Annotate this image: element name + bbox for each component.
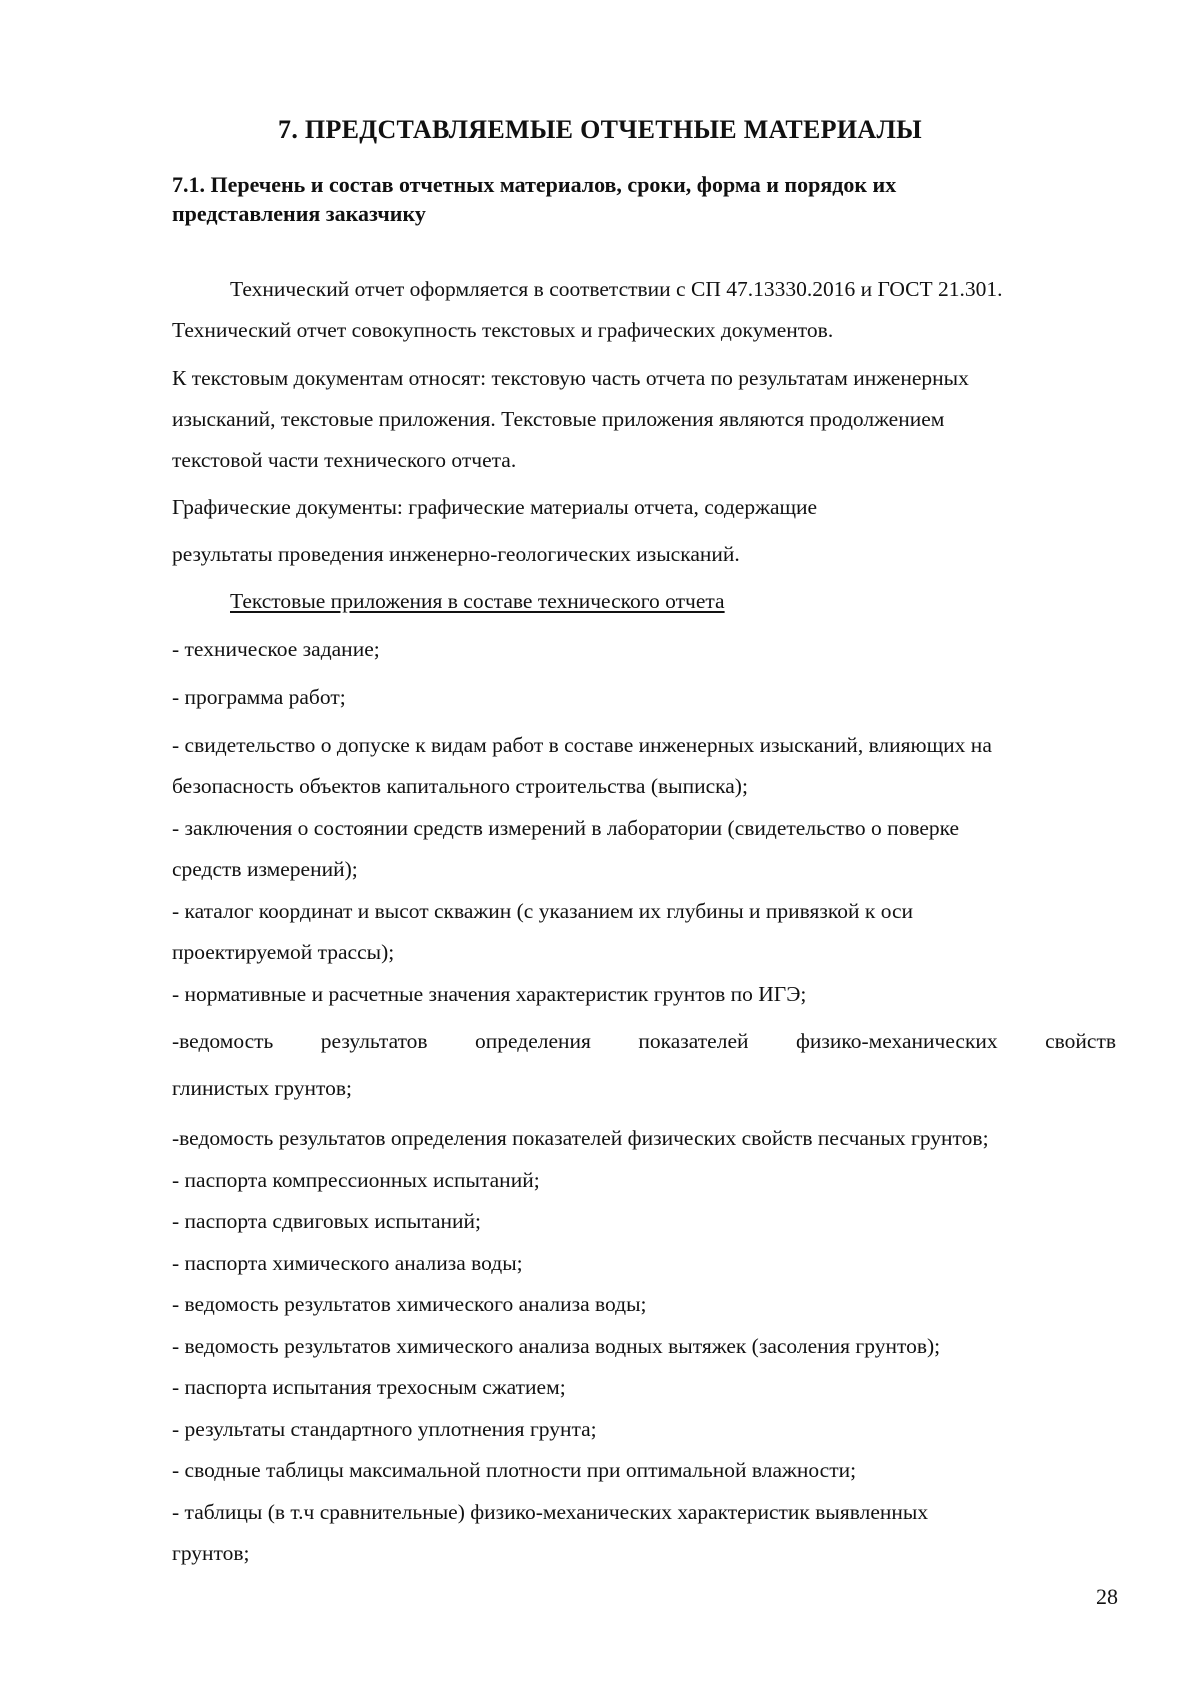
section-title: 7. ПРЕДСТАВЛЯЕМЫЕ ОТЧЕТНЫЕ МАТЕРИАЛЫ [278, 115, 922, 144]
list-item: - техническое задание; [172, 637, 380, 661]
list-item: - ведомость результатов химического анализа водных вытяжек (засоления грунтов); [172, 1334, 941, 1358]
list-item: - результаты стандартного уплотнения грунта; [172, 1417, 597, 1441]
paragraph-line: К текстовым документам относят: текстовую часть отчета по результатам инженерных [172, 366, 969, 390]
subsection-heading-line-1: 7.1. Перечень и состав отчетных материалов, сроки, форма и порядок их [172, 172, 897, 197]
list-item: - свидетельство о допуске к видам работ в составе инженерных изысканий, влияющих на [172, 733, 992, 757]
paragraph-line: изысканий, текстовые приложения. Текстовые приложения являются продолжением [172, 407, 945, 431]
list-item-continuation: глинистых грунтов; [172, 1076, 353, 1100]
list-item: - паспорта химического анализа воды; [172, 1251, 523, 1275]
list-item: - паспорта испытания трехосным сжатием; [172, 1375, 566, 1399]
list-item: -ведомость результатов определения показателей физических свойств песчаных грунтов; [172, 1126, 989, 1150]
page-number: 28 [1096, 1584, 1118, 1609]
list-item: - каталог координат и высот скважин (с указанием их глубины и привязкой к оси [172, 899, 914, 923]
list-item: - ведомость результатов химического анализа воды; [172, 1292, 647, 1316]
list-item: - паспорта компрессионных испытаний; [172, 1168, 540, 1192]
subsection-heading [172, 170, 1052, 228]
list-item: - нормативные и расчетные значения характеристик грунтов по ИГЭ; [172, 982, 807, 1006]
list-item-continuation: проектируемой трассы); [172, 940, 395, 964]
list-item-continuation: средств измерений); [172, 857, 358, 881]
paragraph-line: Технический отчет совокупность текстовых и графических документов. [172, 318, 834, 342]
paragraph-line: Графические документы: графические материалы отчета, содержащие [172, 495, 818, 519]
list-item: -ведомость результатов определения показателей физико-механических свойств [172, 1029, 1116, 1053]
list-heading: Текстовые приложения в составе технического отчета [230, 589, 725, 613]
list-item: - сводные таблицы максимальной плотности при оптимальной влажности; [172, 1458, 857, 1482]
subsection-heading-line-2: представления заказчику [172, 201, 426, 226]
list-item: - заключения о состоянии средств измерений в лаборатории (свидетельство о поверке [172, 816, 960, 840]
list-item: - программа работ; [172, 685, 346, 709]
paragraph-line: текстовой части технического отчета. [172, 448, 517, 472]
list-item-continuation: безопасность объектов капитального строительства (выписка); [172, 774, 748, 798]
list-item: - паспорта сдвиговых испытаний; [172, 1209, 482, 1233]
list-item: - таблицы (в т.ч сравнительные) физико-механических характеристик выявленных [172, 1500, 929, 1524]
paragraph-line: Технический отчет оформляется в соответствии с СП 47.13330.2016 и ГОСТ 21.301. [230, 277, 1003, 301]
list-item-continuation: грунтов; [172, 1541, 250, 1565]
paragraph-line: результаты проведения инженерно-геологических изысканий. [172, 542, 740, 566]
